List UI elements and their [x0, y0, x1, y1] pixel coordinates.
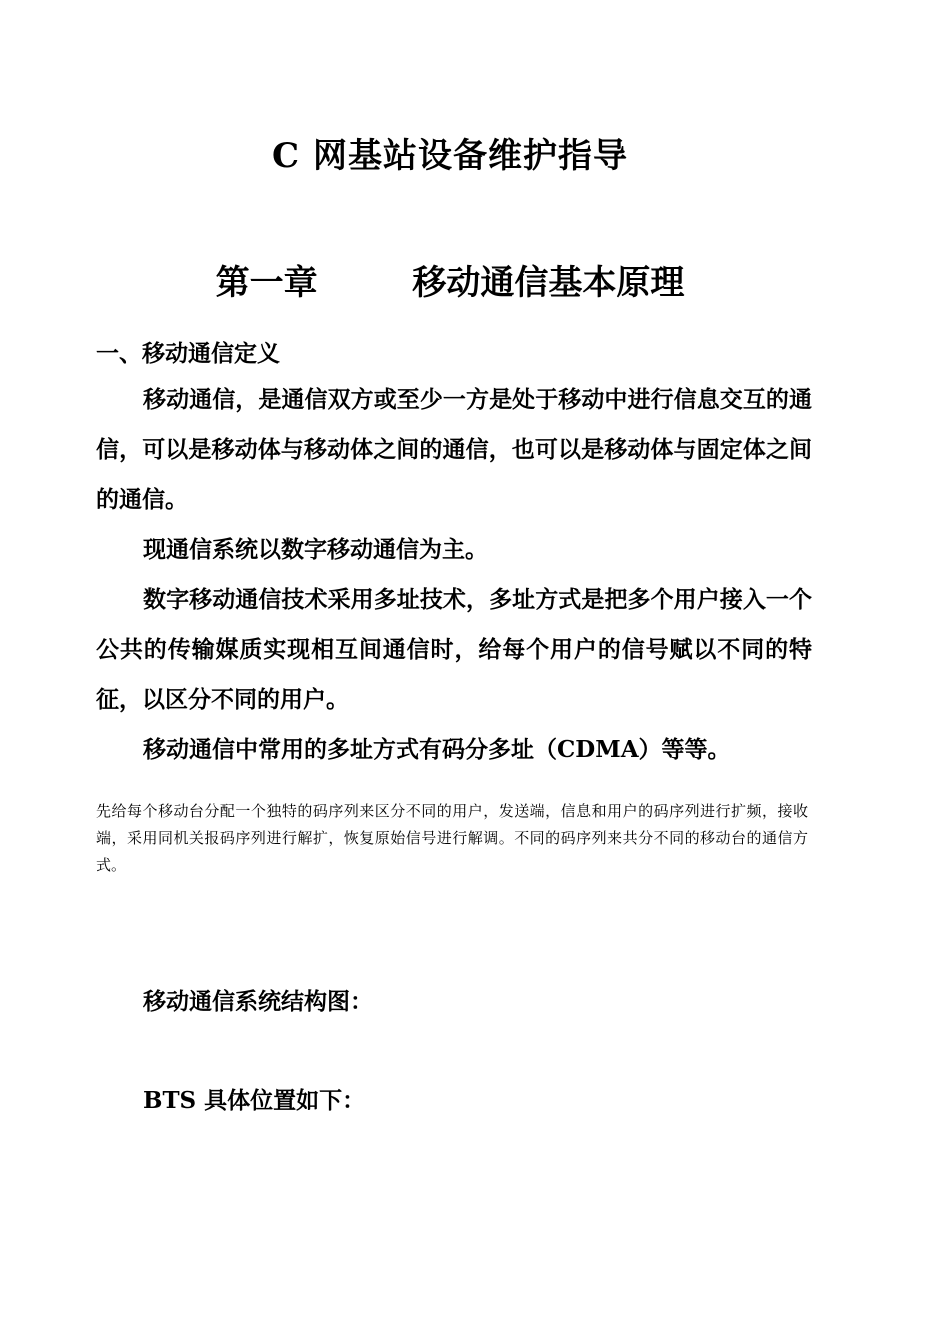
paragraph-definition: 移动通信，是通信双方或至少一方是处于移动中进行信息交互的通信，可以是移动体与移动体之间的通信，也可以是移动体与固定体之间的通信。 [96, 386, 812, 513]
document-title: C 网基站设备维护指导 [272, 136, 628, 176]
bts-location-label: BTS 具体位置如下： [143, 1087, 366, 1114]
paragraph-multiple-access: 数字移动通信技术采用多址技术，多址方式是把多个用户接入一个公共的传输媒质实现相互间通信时，给每个用户的信号赋以不同的特征，以区分不同的用户。 [96, 586, 812, 713]
cdma-note: 先给每个移动台分配一个独特的码序列来区分不同的用户，发送端，信息和用户的码序列进行扩频，接收端，采用同机关报码序列进行解扩，恢复原始信号进行解调。不同的码序列来共分不同的移动台的通信方式。 [96, 802, 808, 874]
paragraph-cdma: 移动通信中常用的多址方式有码分多址（CDMA）等等。 [143, 736, 731, 763]
section-heading: 一、移动通信定义 [96, 340, 280, 367]
diagram-label: 移动通信系统结构图： [143, 988, 373, 1015]
chapter-heading: 第一章 移动通信基本原理 [215, 263, 685, 303]
paragraph-digital: 现通信系统以数字移动通信为主。 [143, 536, 488, 563]
